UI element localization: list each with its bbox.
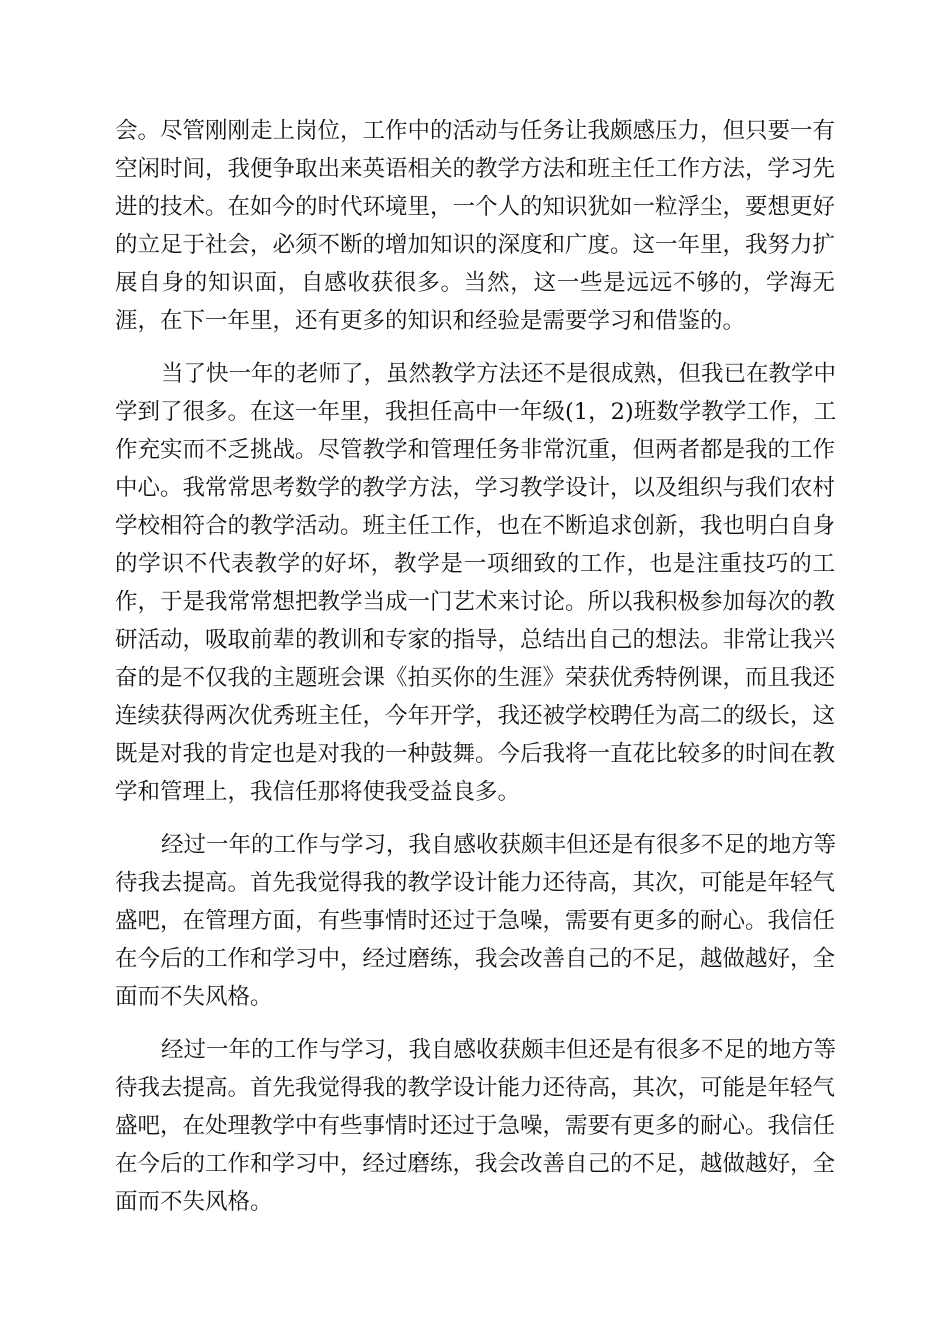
paragraph-line: 待我去提高。首先我觉得我的教学设计能力还待高，其次，可能是年轻气	[115, 870, 836, 896]
paragraph-line: 学和管理上，我信任那将使我受益良多。	[115, 779, 521, 805]
paragraph-line: 面而不失风格。	[115, 1189, 273, 1215]
paragraph-line: 当了快一年的老师了，虽然教学方法还不是很成熟，但我已在教学中	[161, 361, 837, 387]
paragraph-line: 待我去提高。首先我觉得我的教学设计能力还待高，其次，可能是年轻气	[115, 1075, 836, 1101]
paragraph-1	[115, 112, 835, 340]
paragraph-line: 空闲时间，我便争取出来英语相关的教学方法和班主任工作方法，学习先	[115, 156, 836, 182]
paragraph-line: 作充实而不乏挑战。尽管教学和管理任务非常沉重，但两者都是我的工作	[115, 437, 836, 463]
paragraph-line: 中心。我常常思考数学的教学方法，学习教学设计，以及组织与我们农村	[115, 475, 836, 501]
paragraph-line: 进的技术。在如今的时代环境里，一个人的知识犹如一粒浮尘，要想更好	[115, 194, 836, 220]
paragraph-line: 展自身的知识面，自感收获很多。当然，这一些是远远不够的，学海无	[115, 270, 835, 296]
paragraph-line: 作，于是我常常想把教学当成一门艺术来讨论。所以我积极参加每次的教	[115, 589, 836, 615]
paragraph-line: 在今后的工作和学习中，经过磨练，我会改善自己的不足，越做越好，全	[115, 1151, 836, 1177]
paragraph-line: 面而不失风格。	[115, 984, 273, 1010]
paragraph-4	[115, 1031, 835, 1221]
paragraph-line: 奋的是不仅我的主题班会课《拍买你的生涯》荣获优秀特例课，而且我还	[115, 665, 836, 691]
paragraph-line: 在今后的工作和学习中，经过磨练，我会改善自己的不足，越做越好，全	[115, 946, 836, 972]
paragraph-2	[115, 355, 835, 811]
paragraph-line: 学校相符合的教学活动。班主任工作，也在不断追求创新，我也明白自身	[115, 513, 836, 539]
paragraph-line: 连续获得两次优秀班主任，今年开学，我还被学校聘任为高二的级长，这	[115, 703, 836, 729]
paragraph-3	[115, 826, 835, 1016]
paragraph-line: 研活动，吸取前辈的教训和专家的指导，总结出自己的想法。非常让我兴	[115, 627, 836, 653]
paragraph-line: 既是对我的肯定也是对我的一种鼓舞。今后我将一直花比较多的时间在教	[115, 741, 836, 767]
paragraph-line: 会。尽管刚刚走上岗位，工作中的活动与任务让我颇感压力，但只要一有	[115, 118, 836, 144]
paragraph-line: 的立足于社会，必须不断的增加知识的深度和广度。这一年里，我努力扩	[115, 232, 836, 258]
paragraph-line: 盛吧，在处理教学中有些事情时还过于急噪，需要有更多的耐心。我信任	[115, 1113, 836, 1139]
paragraph-line: 涯，在下一年里，还有更多的知识和经验是需要学习和借鉴的。	[115, 308, 746, 334]
paragraph-line: 学到了很多。在这一年里，我担任高中一年级(1，2)班数学教学工作，工	[115, 399, 837, 425]
paragraph-line: 的学识不代表教学的好坏，教学是一项细致的工作，也是注重技巧的工	[115, 551, 835, 577]
paragraph-line: 经过一年的工作与学习，我自感收获颇丰但还是有很多不足的地方等	[161, 832, 837, 858]
paragraph-line: 经过一年的工作与学习，我自感收获颇丰但还是有很多不足的地方等	[161, 1037, 837, 1063]
paragraph-line: 盛吧，在管理方面，有些事情时还过于急噪，需要有更多的耐心。我信任	[115, 908, 836, 934]
